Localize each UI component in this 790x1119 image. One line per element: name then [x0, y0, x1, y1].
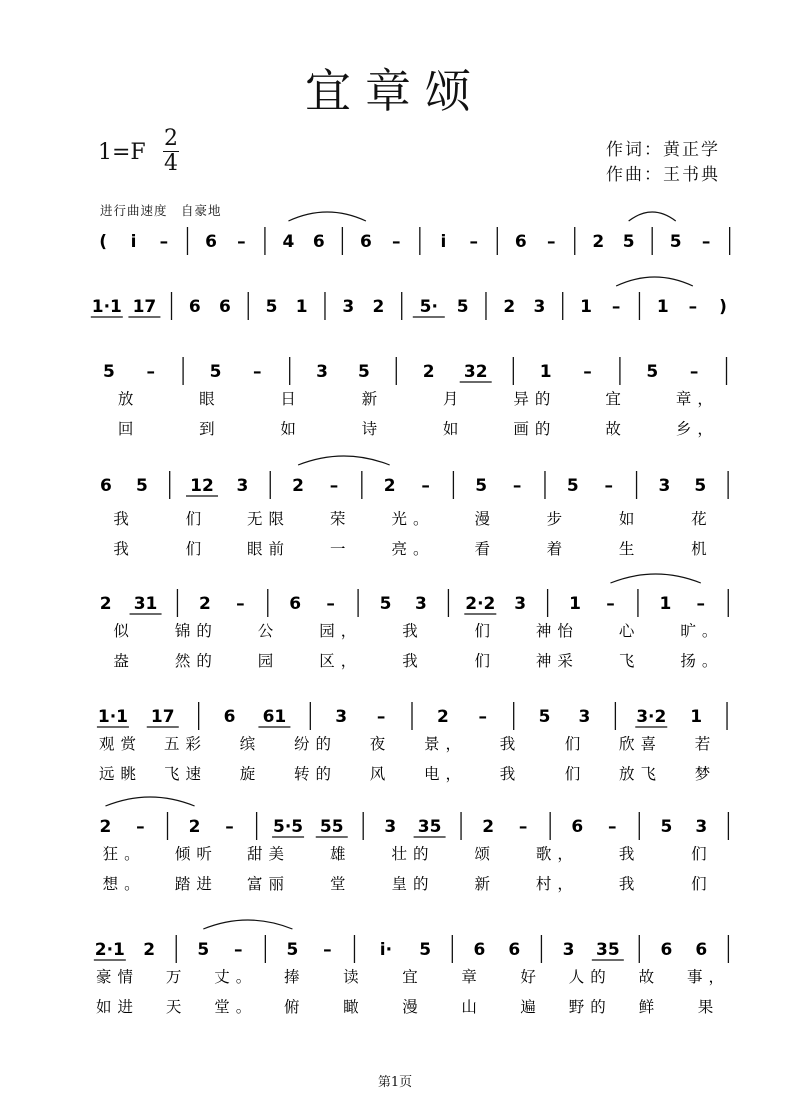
note: 5·5: [273, 817, 304, 837]
note: (: [99, 232, 108, 252]
note: ): [719, 297, 727, 317]
lyric-syllable: 堂。: [214, 998, 258, 1016]
note: 6: [218, 297, 231, 317]
note: 35: [595, 940, 620, 960]
lyric-syllable: 夜: [369, 735, 392, 753]
dash-sustain: –: [583, 362, 592, 382]
dash-sustain: –: [136, 817, 145, 837]
note: 5: [265, 297, 278, 317]
note: 6: [188, 297, 201, 317]
lyric-syllable: 们: [185, 510, 208, 528]
note: 1·1: [97, 707, 128, 727]
lyric-syllable: 漫: [402, 998, 424, 1016]
dash-sustain: –: [469, 232, 478, 252]
dash-sustain: –: [159, 232, 169, 252]
lyric-syllable: 新: [361, 390, 384, 408]
staff-row-5: [100, 574, 728, 670]
tie-arc: [610, 574, 700, 583]
note: 5: [135, 476, 148, 496]
note: 2: [422, 362, 435, 382]
lyric-syllable: 飞: [618, 652, 641, 670]
lyric-syllable: 如进: [96, 998, 140, 1016]
lyric-syllable: 野的: [568, 998, 612, 1016]
lyric-syllable: 遍: [520, 998, 542, 1016]
note: 5·: [419, 297, 438, 317]
lyric-syllable: 我: [113, 540, 135, 558]
note: 2·1: [94, 940, 125, 960]
song-title: 宜章颂: [305, 64, 485, 118]
lyric-syllable: 歌，: [535, 845, 579, 863]
note: i·: [379, 940, 393, 960]
lyric-syllable: 我: [113, 510, 135, 528]
note: 6: [223, 707, 236, 727]
lyric-syllable: 们: [564, 735, 587, 753]
dash-sustain: –: [606, 594, 615, 614]
note: 1: [569, 594, 581, 614]
lyric-syllable: 景，: [423, 735, 468, 753]
lyric-syllable: 光。: [391, 510, 435, 528]
lyric-syllable: 似: [113, 622, 135, 640]
lyric-syllable: 然的: [174, 652, 218, 670]
note: 1: [656, 297, 669, 317]
dash-sustain: –: [326, 594, 335, 614]
lyric-syllable: 章，: [675, 390, 719, 408]
note: 5: [456, 297, 469, 317]
lyric-syllable: 一: [330, 540, 352, 558]
lyric-syllable: 狂。: [102, 845, 146, 863]
lyric-syllable: 们: [691, 875, 713, 893]
tie-arc: [629, 212, 676, 221]
tie-arc: [203, 920, 292, 929]
note: 2: [436, 707, 449, 727]
note: 3: [384, 817, 397, 837]
dash-sustain: –: [512, 476, 522, 496]
staff-row-6: [97, 702, 727, 783]
lyric-syllable: 神采: [535, 652, 579, 670]
lyric-syllable: 宜: [605, 390, 627, 408]
lyric-syllable: 丈。: [214, 968, 258, 986]
lyric-syllable: 到: [199, 420, 221, 438]
note: 5: [566, 476, 579, 496]
lyric-syllable: 着: [546, 540, 569, 558]
note: 5: [646, 362, 659, 382]
lyric-syllable: 若: [694, 735, 717, 753]
lyric-syllable: 新: [474, 875, 496, 893]
lyric-syllable: 万: [165, 968, 188, 986]
note: 3: [236, 476, 249, 496]
lyric-syllable: 荣: [330, 510, 352, 528]
lyric-syllable: 机: [691, 540, 713, 558]
note: 4: [282, 232, 295, 252]
lyric-syllable: 缤: [239, 735, 262, 753]
dash-sustain: –: [323, 940, 332, 960]
note: 6: [571, 817, 584, 837]
composer-credit: 作曲：王书典: [606, 165, 720, 185]
note: 5: [379, 594, 392, 614]
lyric-syllable: 纷的: [293, 735, 338, 753]
lyric-syllable: 画的: [513, 420, 557, 438]
lyric-syllable: 无限: [247, 510, 291, 528]
note: 3: [335, 707, 348, 727]
lyric-syllable: 宜: [402, 968, 424, 986]
lyric-syllable: 我: [618, 875, 641, 893]
lyric-syllable: 事，: [686, 968, 730, 986]
lyric-syllable: 人的: [568, 968, 612, 986]
note: 3·2: [636, 707, 667, 727]
note: 6: [473, 940, 486, 960]
lyric-syllable: 甜美: [247, 845, 291, 863]
lyric-syllable: 风: [369, 765, 392, 783]
note: 2: [99, 817, 112, 837]
dash-sustain: –: [611, 297, 621, 317]
note: 6: [514, 232, 527, 252]
note: 1: [690, 707, 703, 727]
note: 5: [660, 817, 673, 837]
note: 5: [102, 362, 115, 382]
lyric-syllable: 踏进: [174, 875, 218, 893]
lyric-syllable: 诗: [361, 420, 384, 438]
note: 2: [198, 594, 211, 614]
lyric-syllable: 眼前: [247, 540, 291, 558]
lyric-syllable: 们: [474, 652, 496, 670]
lyric-syllable: 我: [618, 845, 641, 863]
note: 17: [132, 297, 157, 317]
dash-sustain: –: [329, 476, 339, 496]
note: 5: [669, 232, 682, 252]
staff-row-7: [100, 797, 729, 893]
note: 1·1: [91, 297, 122, 317]
note: 6: [508, 940, 521, 960]
lyric-syllable: 如: [280, 420, 302, 438]
note: 6: [312, 232, 325, 252]
note: i: [440, 232, 447, 252]
note: 2: [188, 817, 201, 837]
note: 12: [190, 476, 214, 496]
tie-arc: [288, 212, 365, 221]
note: 6: [660, 940, 673, 960]
lyric-syllable: 观赏: [98, 735, 143, 753]
dash-sustain: –: [234, 940, 243, 960]
dash-sustain: –: [518, 817, 528, 837]
dash-sustain: –: [607, 817, 617, 837]
lyric-syllable: 心: [618, 622, 641, 640]
note: 2: [372, 297, 385, 317]
lyric-syllable: 神怡: [535, 622, 579, 640]
lyric-syllable: 生: [618, 540, 641, 558]
dash-sustain: –: [253, 362, 262, 382]
dash-sustain: –: [696, 594, 706, 614]
dash-sustain: –: [478, 707, 488, 727]
note: 3: [562, 940, 575, 960]
note: 5: [286, 940, 299, 960]
dash-sustain: –: [688, 297, 698, 317]
lyric-syllable: 我: [499, 765, 522, 783]
note: 2: [143, 940, 156, 960]
note: 55: [319, 817, 344, 837]
lyric-syllable: 乡，: [675, 420, 719, 438]
page-number: 第1页: [377, 1075, 413, 1090]
lyric-syllable: 捧: [284, 968, 306, 986]
staff-row-3: [103, 357, 727, 438]
dash-sustain: –: [392, 232, 401, 252]
lyric-syllable: 俯: [284, 998, 306, 1016]
note: 5: [357, 362, 370, 382]
lyric-syllable: 步: [546, 510, 569, 528]
note: 17: [150, 707, 175, 727]
lyric-syllable: 我: [402, 652, 424, 670]
lyric-syllable: 眼: [199, 390, 221, 408]
lyric-syllable: 放: [117, 390, 140, 408]
lyric-syllable: 们: [474, 622, 496, 640]
lyric-syllable: 皇的: [391, 875, 435, 893]
lyric-syllable: 旋: [239, 765, 262, 783]
lyric-syllable: 盎: [113, 652, 135, 670]
tie-arc: [105, 797, 194, 806]
lyricist-credit: 作词：黄正学: [606, 140, 720, 160]
tie-arc: [616, 277, 693, 286]
note: 6: [100, 476, 112, 496]
note: 3: [415, 594, 427, 614]
dash-sustain: –: [146, 362, 155, 382]
time-signature-top: 2: [164, 126, 178, 151]
note: 5: [694, 476, 707, 496]
lyric-syllable: 电，: [423, 765, 468, 783]
note: 5: [209, 362, 222, 382]
note: 1: [539, 362, 552, 382]
lyric-syllable: 区，: [319, 652, 363, 670]
note: 6: [289, 594, 302, 614]
note: 1: [295, 297, 308, 317]
lyric-syllable: 园，: [319, 622, 363, 640]
dash-sustain: –: [225, 817, 234, 837]
note: 6: [205, 232, 217, 252]
note: 5: [419, 940, 432, 960]
lyric-syllable: 们: [185, 540, 208, 558]
lyric-syllable: 堂: [330, 875, 352, 893]
note: 5: [538, 707, 551, 727]
staff-row-4: [100, 456, 728, 558]
lyric-syllable: 倾听: [174, 845, 218, 863]
lyric-syllable: 读: [343, 968, 365, 986]
note: 5: [622, 232, 635, 252]
dash-sustain: –: [546, 232, 556, 252]
lyric-syllable: 扬。: [680, 652, 724, 670]
lyric-syllable: 天: [165, 998, 188, 1016]
note: 2: [99, 594, 112, 614]
lyric-syllable: 如: [618, 510, 641, 528]
note: 3: [695, 817, 708, 837]
lyric-syllable: 回: [117, 420, 140, 438]
dash-sustain: –: [421, 476, 430, 496]
lyric-syllable: 公: [257, 622, 280, 640]
note: 6: [695, 940, 708, 960]
lyric-syllable: 旷。: [680, 622, 724, 640]
note: 32: [463, 362, 488, 382]
lyric-syllable: 园: [257, 652, 280, 670]
note: 5: [197, 940, 210, 960]
note: 35: [417, 817, 442, 837]
lyric-syllable: 故: [638, 968, 661, 986]
lyric-syllable: 颂: [474, 845, 496, 863]
lyric-syllable: 欣喜: [618, 735, 663, 753]
lyric-syllable: 漫: [474, 510, 496, 528]
note: 3: [316, 362, 329, 382]
lyric-syllable: 好: [520, 968, 542, 986]
lyric-syllable: 瞰: [343, 998, 365, 1016]
lyric-syllable: 看: [474, 540, 496, 558]
lyric-syllable: 富丽: [247, 875, 291, 893]
note: 3: [578, 707, 591, 727]
note: 1: [580, 297, 592, 317]
lyric-syllable: 壮的: [391, 845, 435, 863]
note: i: [130, 232, 137, 252]
lyric-syllable: 村，: [535, 875, 579, 893]
lyric-syllable: 转的: [293, 765, 338, 783]
lyric-syllable: 章: [461, 968, 483, 986]
note: 3: [514, 594, 527, 614]
note: 61: [262, 707, 287, 727]
note: 2·2: [465, 594, 496, 614]
lyric-syllable: 花: [691, 510, 713, 528]
lyric-syllable: 亮。: [391, 540, 435, 558]
lyric-syllable: 飞速: [163, 765, 208, 783]
note: 2: [503, 297, 516, 317]
lyric-syllable: 异的: [513, 390, 557, 408]
note: 3: [533, 297, 546, 317]
lyric-syllable: 远眺: [98, 765, 143, 783]
staff-row-8: [94, 920, 730, 1016]
dash-sustain: –: [376, 707, 386, 727]
lyric-syllable: 山: [461, 998, 483, 1016]
key-signature: 1=F: [98, 140, 146, 165]
lyric-syllable: 日: [280, 390, 302, 408]
dash-sustain: –: [236, 594, 245, 614]
lyric-syllable: 雄: [330, 845, 352, 863]
note: 3: [658, 476, 671, 496]
note: 2: [482, 817, 495, 837]
staff-row-2: [91, 277, 727, 320]
dash-sustain: –: [604, 476, 613, 496]
dash-sustain: –: [237, 232, 246, 252]
tie-arc: [298, 456, 390, 465]
lyric-syllable: 如: [442, 420, 465, 438]
note: 31: [133, 594, 158, 614]
dash-sustain: –: [689, 362, 699, 382]
lyric-syllable: 故: [605, 420, 627, 438]
note: 3: [342, 297, 355, 317]
note: 2: [592, 232, 605, 252]
lyric-syllable: 五彩: [163, 735, 208, 753]
lyric-syllable: 们: [564, 765, 587, 783]
lyric-syllable: 豪情: [96, 968, 140, 986]
lyric-syllable: 果: [697, 998, 720, 1016]
note: 6: [359, 232, 372, 252]
note: 2: [383, 476, 396, 496]
lyric-syllable: 月: [442, 390, 465, 408]
note: 2: [292, 476, 305, 496]
lyric-syllable: 想。: [102, 875, 146, 893]
lyric-syllable: 鲜: [638, 998, 661, 1016]
note: 5: [475, 476, 488, 496]
lyric-syllable: 我: [499, 735, 522, 753]
lyric-syllable: 锦的: [174, 622, 218, 640]
note: 1: [659, 594, 672, 614]
dash-sustain: –: [701, 232, 711, 252]
time-signature-bottom: 4: [164, 151, 178, 176]
lyric-syllable: 们: [691, 845, 713, 863]
lyric-syllable: 放飞: [618, 765, 663, 783]
lyric-syllable: 梦: [694, 765, 717, 783]
lyric-syllable: 我: [402, 622, 424, 640]
staff-row-1: [99, 212, 729, 255]
tempo-marking: 进行曲速度 自豪地: [100, 203, 222, 218]
